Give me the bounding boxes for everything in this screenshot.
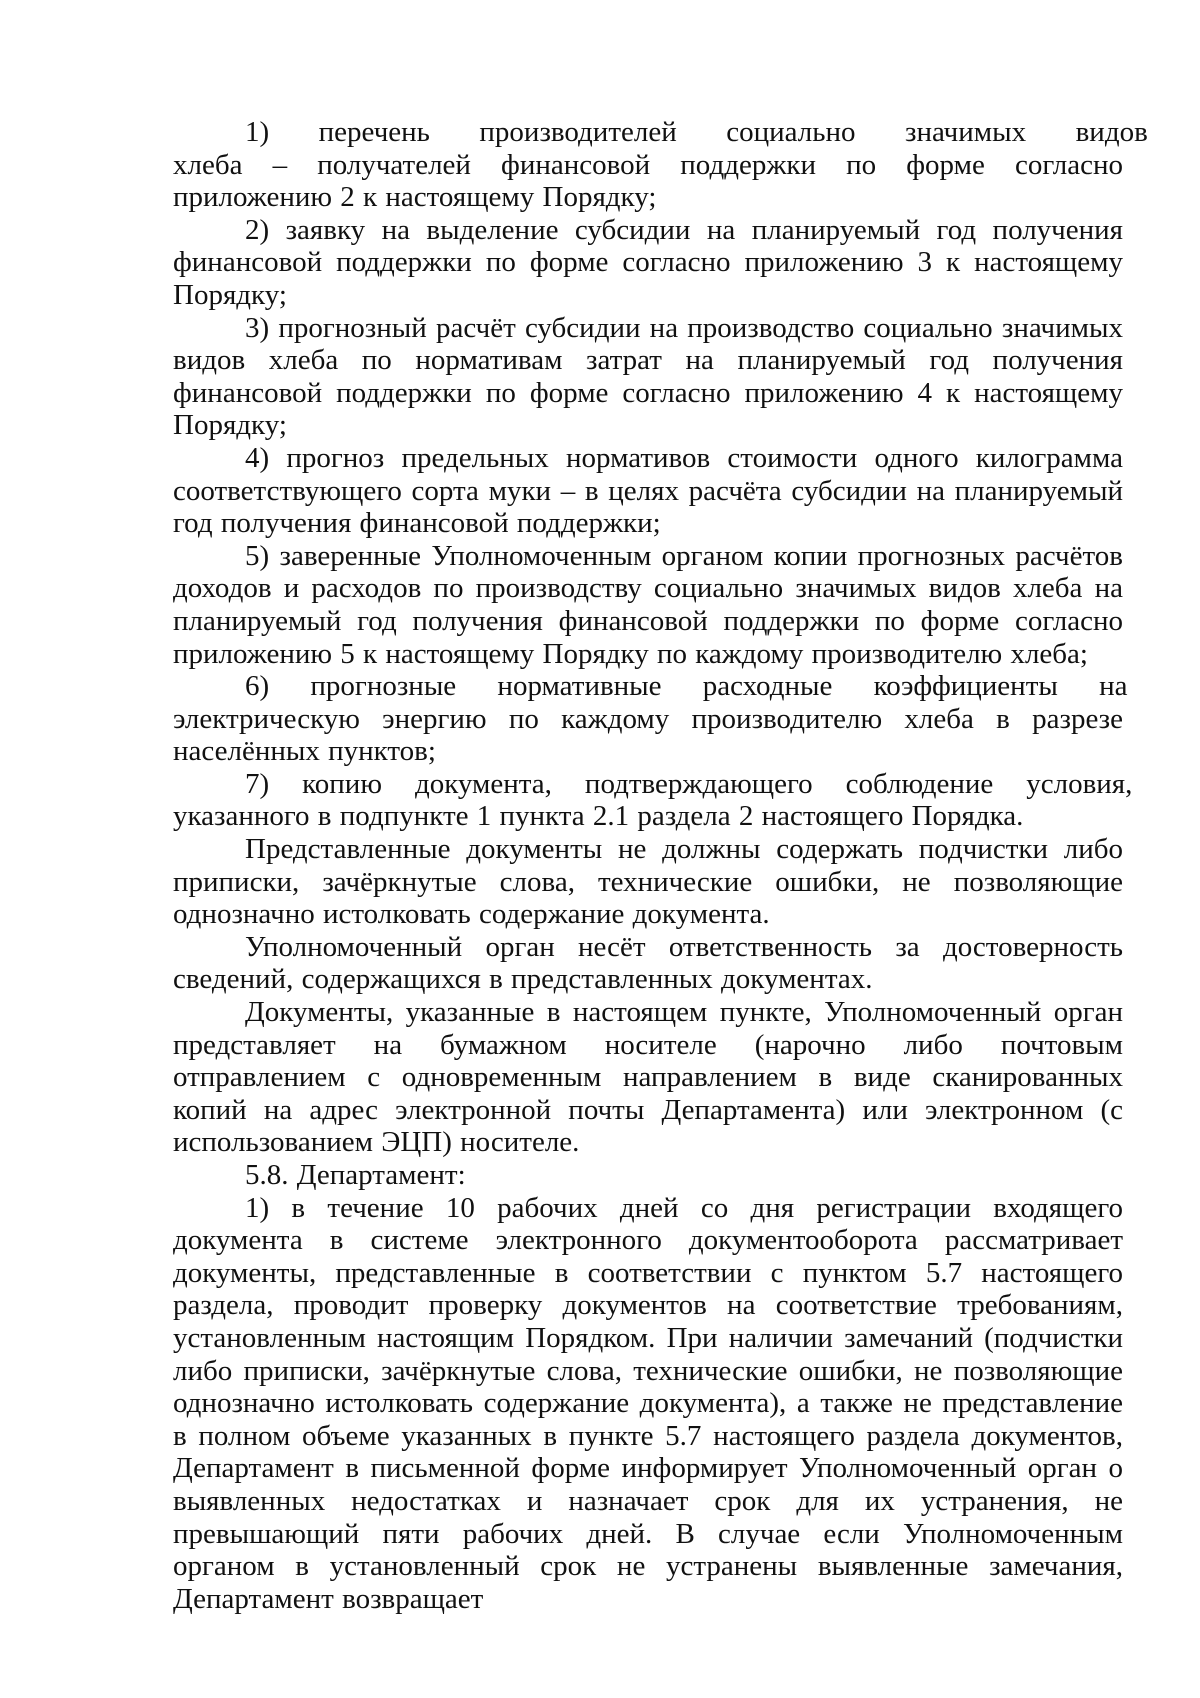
list-item-electricity-coefficients: 6) прогнозные нормативные расходные коэффициенты на электрическую энергию по каждому производителю хлеба в разрезе населённых пунктов; bbox=[173, 670, 1128, 768]
list-item-compliance-document: 7) копию документа, подтверждающего соблюдение условия, указанного в подпункте 1 пункта 2.1 раздела 2 настоящего Порядка. bbox=[173, 767, 1133, 833]
list-item-flour-cost-forecast: 4) прогноз предельных нормативов стоимости одного килограмма соответствующего сорта муки – в целях расчёта субсидии на планируемый год получения финансовой поддержки; bbox=[173, 441, 1123, 540]
list-item-producers-list: 1) перечень производителей социально значимых видов хлеба – получателей финансовой поддержки по форме согласно приложению 2 к настоящему Порядку; bbox=[173, 116, 1148, 214]
list-item-subsidy-application: 2) заявку на выделение субсидии на планируемый год получения финансовой поддержки по форме согласно приложению 3 к настоящему Порядку; bbox=[173, 213, 1123, 311]
paragraph-document-requirements: Представленные документы не должны содержать подчистки либо приписки, зачёркнутые слова, технические ошибки, не позволяющие однозначно истолковать содержание документа. bbox=[173, 833, 1123, 931]
document-page bbox=[173, 116, 1148, 1615]
list-item-department-review: 1) в течение 10 рабочих дней со дня регистрации входящего документа в системе электронного документооборота рассматривает документы, представленные в соответствии с пунктом 5.7 настоящего раздела, проводит проверку документов на соответствие требованиям, установленным настоящим Порядком. При наличии замечаний (подчистки либо приписки, зачёркнутые слова, технические ошибки, не позволяющие однозначно истолковать содержание документа), а также не представление в полном объеме указанных в пункте 5.7 настоящего раздела документов, Департамент в письменной форме информирует Уполномоченный орган о выявленных недостатках и назначает срок для их устранения, не превышающий пяти рабочих дней. В случае если Уполномоченным органом в установленный срок не устранены выявленные замечания, Департамент возвращает bbox=[173, 1191, 1123, 1615]
list-item-forecast-calculation: 3) прогнозный расчёт субсидии на производство социально значимых видов хлеба по нормативам затрат на планируемый год получения финансовой поддержки по форме согласно приложению 4 к настоящему Порядку; bbox=[173, 311, 1123, 442]
list-item-income-expense-copies: 5) заверенные Уполномоченным органом копии прогнозных расчётов доходов и расходов по производству социально значимых видов хлеба на планируемый год получения финансовой поддержки по форме согласно приложению 5 к настоящему Порядку по каждому производителю хлеба; bbox=[173, 539, 1123, 670]
paragraph-submission-method: Документы, указанные в настоящем пункте, Уполномоченный орган представляет на бумажном носителе (нарочно либо почтовым отправлением с одновременным направлением в виде сканированных копий на адрес электронной почты Департамента) или электронном (с использованием ЭЦП) носителе. bbox=[173, 996, 1123, 1159]
section-heading-5-8: 5.8. Департамент: bbox=[245, 1159, 466, 1191]
paragraph-responsibility: Уполномоченный орган несёт ответственность за достоверность сведений, содержащихся в представленных документах. bbox=[173, 930, 1123, 996]
